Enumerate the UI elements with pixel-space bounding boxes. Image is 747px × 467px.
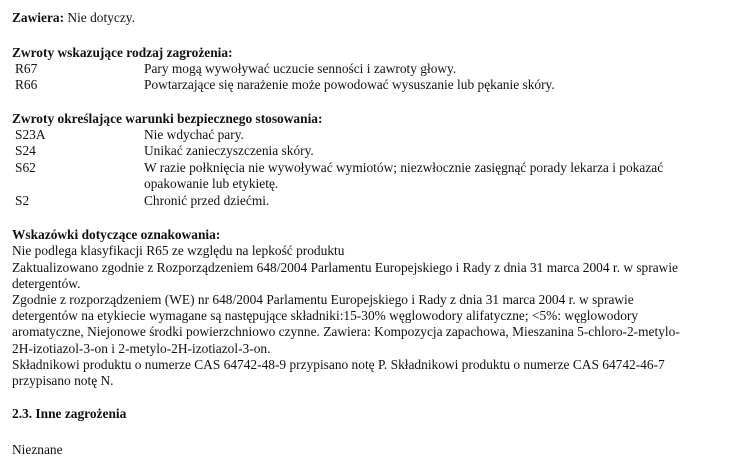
safety-phrase: W razie połknięcia nie wywoływać wymiotów; niezwłocznie zasięgnąć porady lekarza i pokazać <box>144 160 664 175</box>
contains-label: Zawiera: <box>12 10 65 25</box>
safety-code: S23A <box>15 127 46 142</box>
labelling-line: Nie podlega klasyfikacji R65 ze względu na lepkość produktu <box>12 243 345 258</box>
hazard-heading: Zwroty wskazujące rodzaj zagrożenia: <box>12 45 233 60</box>
labelling-line: Zaktualizowano zgodnie z Rozporządzeniem 648/2004 Parlamentu Europejskiego i Rady z dnia 31 marca 2004 r. w sprawie <box>12 260 678 275</box>
safety-phrase: Nie wdychać pary. <box>144 127 244 142</box>
labelling-line: detergentów na etykiecie wymagane są następujące składniki:15-30% węglowodory alifatyczne; <5%: węglowodory <box>12 308 639 323</box>
safety-code: S62 <box>15 160 36 175</box>
safety-code: S24 <box>15 143 36 158</box>
labelling-line: detergentów. <box>12 276 81 291</box>
labelling-line: aromatyczne, Niejonowe środki powierzchniowo czynne. Zawiera: Kompozycja zapachowa, Mieszanina 5-chloro-2-metylo- <box>12 324 680 339</box>
safety-phrase-continuation: opakowanie lub etykietę. <box>144 176 279 191</box>
labelling-line: Zgodnie z rozporządzeniem (WE) nr 648/2004 Parlamentu Europejskiego i Rady z dnia 31 marca 2004 r. w sprawie <box>12 292 634 307</box>
labelling-line: 2H-izotiazol-3-on i 2-metylo-2H-izotiazol-3-on. <box>12 341 271 356</box>
labelling-line: przypisano notę N. <box>12 373 114 388</box>
safety-code: S2 <box>15 193 30 208</box>
hazard-phrase: Pary mogą wywoływać uczucie senności i zawroty głowy. <box>144 61 457 76</box>
hazard-code: R67 <box>15 61 38 76</box>
other-hazards-value: Nieznane <box>12 442 63 457</box>
other-hazards-heading: 2.3. Inne zagrożenia <box>12 406 127 421</box>
labelling-line: Składnikowi produktu o numerze CAS 64742-48-9 przypisano notę P. Składnikowi produktu o numerze CAS 64742-46-7 <box>12 357 665 372</box>
safety-heading: Zwroty określające warunki bezpiecznego stosowania: <box>12 111 323 126</box>
safety-phrase: Unikać zanieczyszczenia skóry. <box>144 143 314 158</box>
hazard-phrase: Powtarzające się narażenie może powodować wysuszanie lub pękanie skóry. <box>144 77 555 92</box>
contains-value: Nie dotyczy. <box>64 10 135 25</box>
safety-phrase: Chronić przed dziećmi. <box>144 193 270 208</box>
hazard-code: R66 <box>15 77 38 92</box>
labelling-heading: Wskazówki dotyczące oznakowania: <box>12 227 221 242</box>
contains-line <box>12 10 135 26</box>
